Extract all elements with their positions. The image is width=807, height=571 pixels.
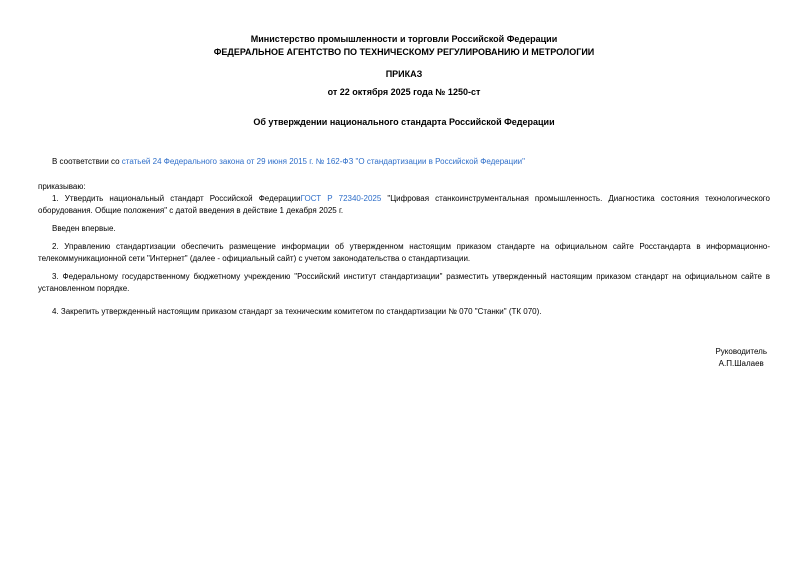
ministry-name: Министерство промышленности и торговли Российской Федерации <box>250 34 558 44</box>
introduced-first-time-note: Введен впервые. <box>52 224 116 233</box>
doc-type-title: ПРИКАЗ <box>385 69 423 79</box>
signature-name: А.П.Шалаев <box>718 359 764 368</box>
signature-block <box>38 346 770 370</box>
order-item-1 <box>38 193 770 217</box>
order-item-3: 3. Федеральному государственному бюджетному учреждению "Российский институт стандартизации" разместить утвержденный настоящим приказом стандарт на официальном сайте в установленном порядке. <box>38 272 770 293</box>
document-header <box>38 33 770 129</box>
intro-text: В соответствии со <box>52 157 122 166</box>
doc-subject: Об утверждении национального стандарта Российской Федерации <box>253 117 555 127</box>
doc-date-number: от 22 октября 2025 года № 1250-ст <box>327 87 481 97</box>
intro-paragraph <box>38 156 770 168</box>
order-item-4: 4. Закрепить утвержденный настоящим приказом стандарт за техническим комитетом по стандартизации № 070 "Станки" (ТК 070). <box>52 307 542 316</box>
signature-title: Руководитель <box>715 347 767 356</box>
item1-suffix-text: "Цифровая станкоинструментальная промышленность. Диагностика состояния технологического оборудования. Общие положения" с датой введения в действие 1 декабря 2025 г. <box>38 194 770 215</box>
agency-name: ФЕДЕРАЛЬНОЕ АГЕНТСТВО ПО ТЕХНИЧЕСКОМУ РЕГУЛИРОВАНИЮ И МЕТРОЛОГИИ <box>213 47 595 57</box>
item1-prefix-text: 1. Утвердить национальный стандарт Российской Федерации <box>52 194 301 203</box>
gost-standard-link[interactable]: ГОСТ Р 72340-2025 <box>300 194 382 203</box>
order-word: приказываю: <box>38 182 86 191</box>
order-item-2: 2. Управлению стандартизации обеспечить размещение информации об утвержденном настоящим приказом стандарте на официальном сайте Росстандарта в информационно-телекоммуникационной сети "Интернет" (далее - официальный сайт) с учетом законодательства о стандартизации. <box>38 242 770 263</box>
signature-inner <box>715 346 767 370</box>
document-body <box>38 156 770 318</box>
federal-law-link[interactable]: статьей 24 Федерального закона от 29 июня 2015 г. № 162-ФЗ "О стандартизации в Российской Федерации" <box>121 157 525 166</box>
